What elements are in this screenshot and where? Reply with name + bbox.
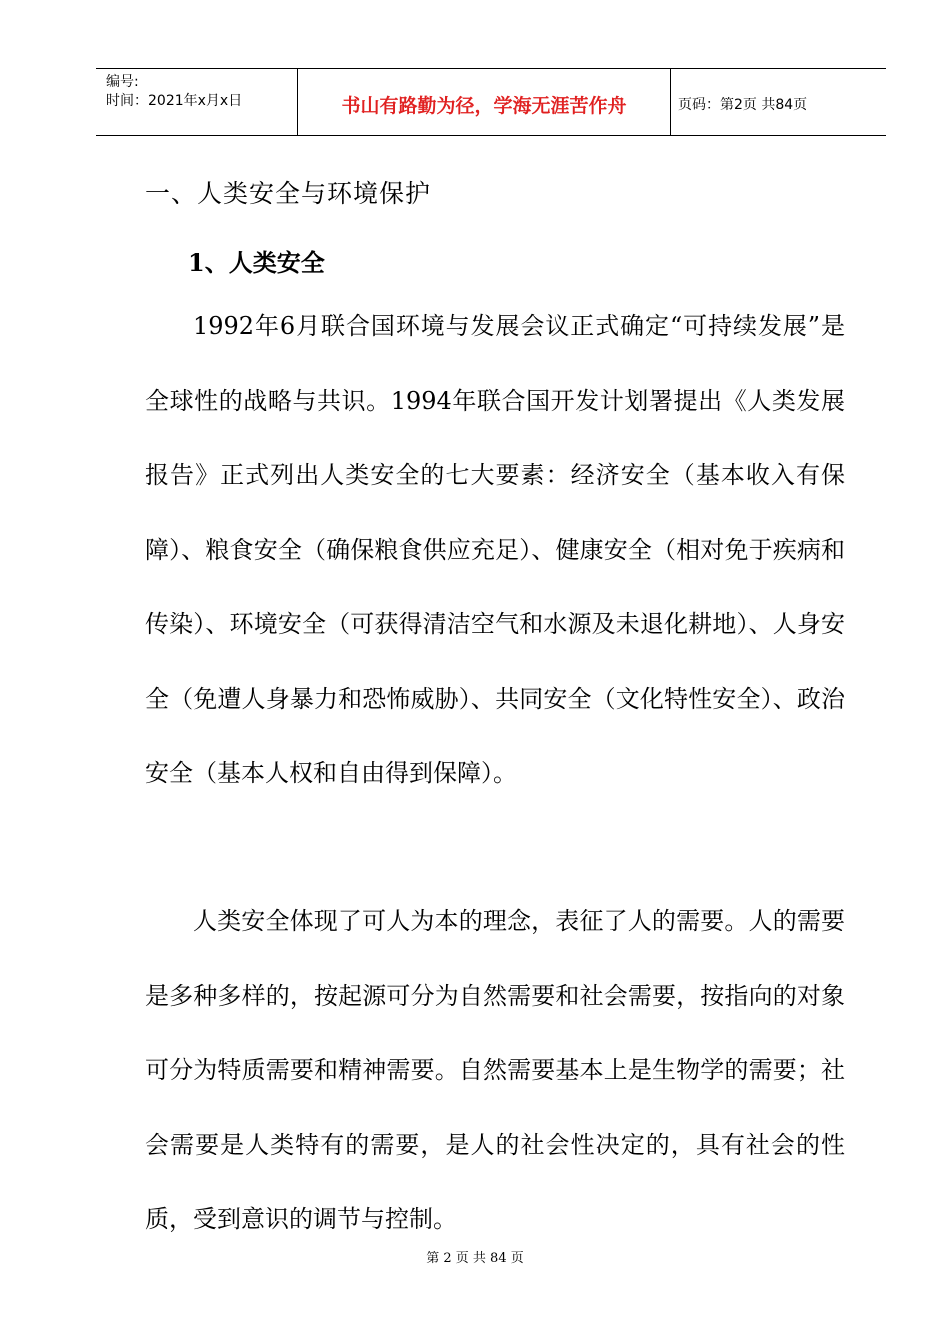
section-heading: 一、人类安全与环境保护 bbox=[145, 179, 432, 208]
header-motto: 书山有路勤为径，学海无涯苦作舟 bbox=[341, 95, 627, 117]
body-paragraph: 人类安全体现了可人为本的理念，表征了人的需要。人的需要是多种多样的，按起源可分为自然需要和社会需要，按指向的对象可分为特质需要和精神需要。自然需要基本上是生物学的需要；社会需要是人类特有的需要，是人的社会性决定的，具有社会的性质，受到意识的调节与控制。 bbox=[145, 907, 845, 1233]
body-paragraph: 1992年6月联合国环境与发展会议正式确定“可持续发展”是全球性的战略与共识。1994年联合国开发计划署提出《人类发展报告》正式列出人类安全的七大要素：经济安全（基本收入有保障）、粮食安全（确保粮食供应充足）、健康安全（相对免于疾病和传染）、环境安全（可获得清洁空气和水源及未退化耕地）、人身安全（免遭人身暴力和恐怖威胁）、共同安全（文化特性安全）、政治安全（基本人权和自由得到保障）。 bbox=[145, 312, 845, 787]
header-meta bbox=[106, 73, 242, 111]
header-page-info: 页码：第2页 共84页 bbox=[678, 97, 808, 113]
header-time-label: 时间：2021年x月x日 bbox=[106, 93, 243, 109]
document-header bbox=[96, 68, 886, 136]
header-divider bbox=[670, 69, 671, 135]
page-footer: 第 2 页 共 84 页 bbox=[426, 1251, 524, 1266]
header-number-label: 编号: bbox=[106, 74, 139, 90]
subsection-heading: 1、人类安全 bbox=[188, 248, 325, 277]
